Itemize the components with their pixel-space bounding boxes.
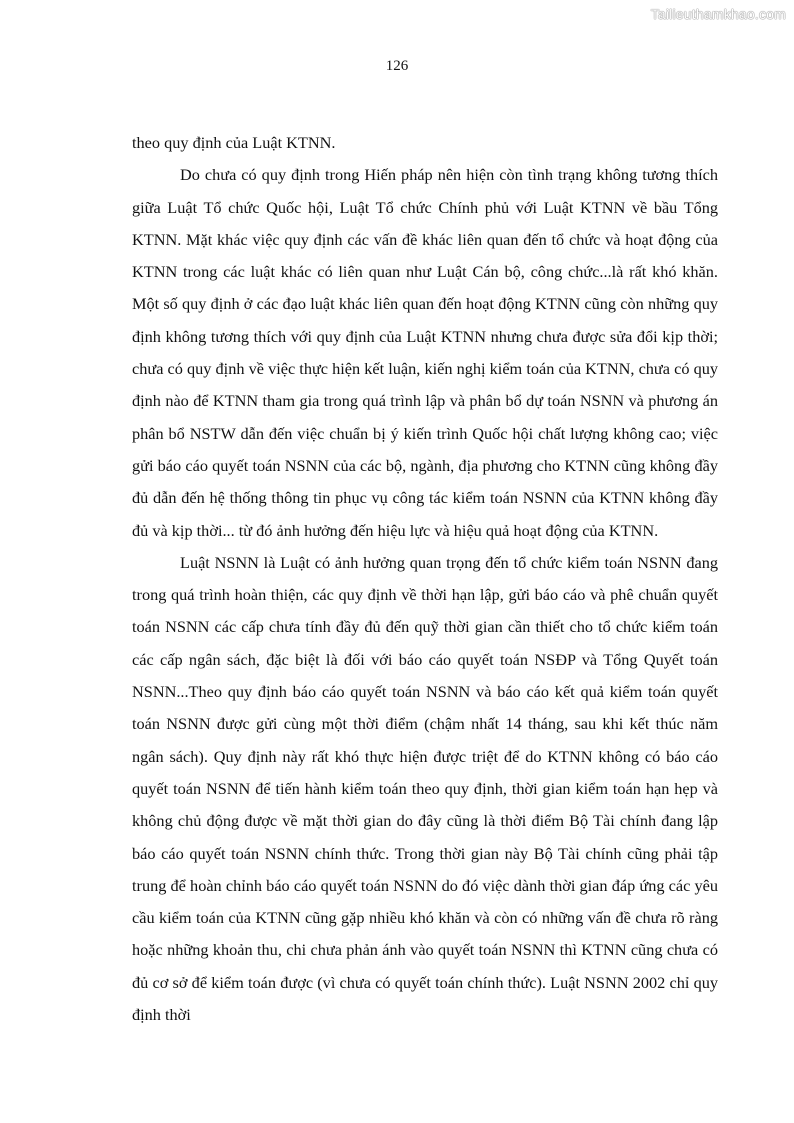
paragraph: Do chưa có quy định trong Hiến pháp nên hiện còn tình trạng không tương thích giữa Luật Tổ chức Quốc hội, Luật Tổ chức Chính phủ với Luật KTNN về bầu Tổng KTNN. Mặt khác việc quy định các vấn đề khác liên quan đến tổ chức và hoạt động của KTNN trong các luật khác có liên quan như Luật Cán bộ, công chức...là rất khó khăn. Một số quy định ở các đạo luật khác liên quan đến hoạt động KTNN cũng còn những quy định không tương thích với quy định của Luật KTNN nhưng chưa được sửa đổi kịp thời; chưa có quy định về việc thực hiện kết luận, kiến nghị kiểm toán của KTNN, chưa có quy định nào để KTNN tham gia trong quá trình lập và phân bổ dự toán NSNN và phương án phân bổ NSTW dẫn đến việc chuẩn bị ý kiến trình Quốc hội chất lượng không cao; việc gửi báo cáo quyết toán NSNN của các bộ, ngành, địa phương cho KTNN cũng không đầy đủ dẫn đến hệ thống thông tin phục vụ công tác kiểm toán NSNN của KTNN không đầy đủ và kịp thời... từ đó ảnh hưởng đến hiệu lực và hiệu quả hoạt động của KTNN. — [132, 165, 718, 540]
paragraph-continuation: theo quy định của Luật KTNN. — [132, 133, 336, 152]
page-number: 126 — [385, 58, 409, 74]
paragraph: Luật NSNN là Luật có ảnh hưởng quan trọng đến tổ chức kiểm toán NSNN đang trong quá trình hoàn thiện, các quy định về thời hạn lập, gửi báo cáo và phê chuẩn quyết toán NSNN các cấp chưa tính đầy đủ đến quỹ thời gian cần thiết cho tổ chức kiểm toán các cấp ngân sách, đặc biệt là đối với báo cáo quyết toán NSĐP và Tổng Quyết toán NSNN...Theo quy định báo cáo quyết toán NSNN và báo cáo kết quả kiểm toán quyết toán NSNN được gửi cùng một thời điểm (chậm nhất 14 tháng, sau khi kết thúc năm ngân sách). Quy định này rất khó thực hiện được triệt để do KTNN không có báo cáo quyết toán NSNN để tiến hành kiểm toán theo quy định, thời gian kiểm toán hạn hẹp và không chủ động được về mặt thời gian do đây cũng là thời điểm Bộ Tài chính đang lập báo cáo quyết toán NSNN chính thức. Trong thời gian này Bộ Tài chính cũng phải tập trung để hoàn chỉnh báo cáo quyết toán NSNN do đó việc dành thời gian đáp ứng các yêu cầu kiểm toán của KTNN cũng gặp nhiều khó khăn và còn có những vấn đề chưa rõ ràng hoặc những khoản thu, chi chưa phản ánh vào quyết toán NSNN thì KTNN cũng chưa có đủ cơ sở để kiểm toán được (vì chưa có quyết toán chính thức). Luật NSNN 2002 chỉ quy định thời — [132, 552, 718, 1025]
document-body — [132, 127, 718, 1031]
watermark-text: Tailieuthamkhao.com — [650, 6, 786, 22]
